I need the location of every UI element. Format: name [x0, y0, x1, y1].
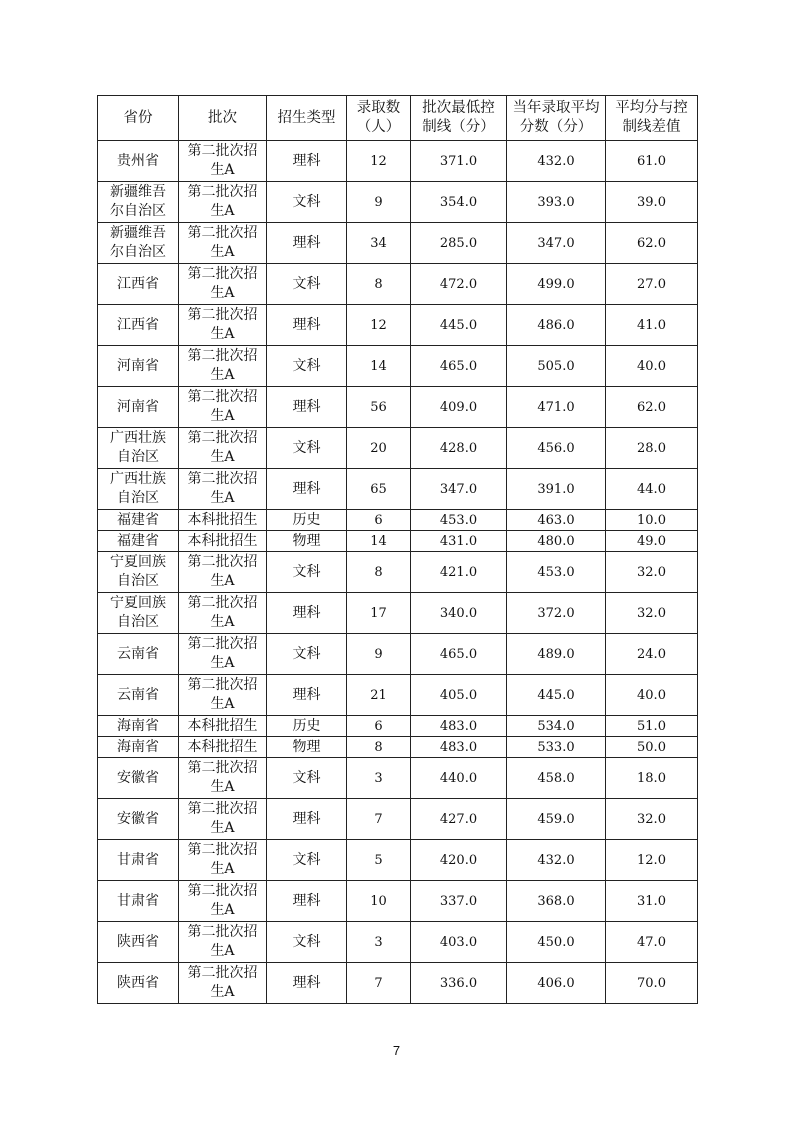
table-row — [98, 387, 698, 428]
table-row — [98, 223, 698, 264]
cell-batch — [179, 840, 267, 881]
cell-batch — [179, 963, 267, 1004]
cell-count: 56 — [347, 387, 411, 428]
table-row — [98, 141, 698, 182]
cell-avg-score: 450.0 — [507, 922, 606, 963]
cell-batch-line: 生A — [210, 490, 235, 506]
cell-type: 理科 — [267, 593, 347, 634]
cell-diff: 47.0 — [606, 922, 698, 963]
cell-diff: 61.0 — [606, 141, 698, 182]
cell-count: 7 — [347, 799, 411, 840]
table-row — [98, 675, 698, 716]
cell-batch-line: 第二批次招 — [187, 801, 258, 817]
cell-province-line: 安徽省 — [117, 810, 159, 827]
cell-province — [98, 881, 179, 922]
cell-batch — [179, 305, 267, 346]
cell-province — [98, 716, 179, 737]
cell-batch-line: 生A — [210, 943, 235, 959]
cell-batch — [179, 758, 267, 799]
cell-province — [98, 182, 179, 223]
cell-avg-score: 432.0 — [507, 141, 606, 182]
cell-count: 10 — [347, 881, 411, 922]
cell-avg-score: 533.0 — [507, 737, 606, 758]
cell-min-line: 465.0 — [411, 346, 507, 387]
cell-diff: 24.0 — [606, 634, 698, 675]
cell-type: 理科 — [267, 305, 347, 346]
cell-min-line: 445.0 — [411, 305, 507, 346]
table-row — [98, 552, 698, 593]
cell-province-line: 宁夏回族 — [110, 554, 166, 570]
cell-province-line: 福建省 — [117, 511, 159, 528]
cell-province — [98, 428, 179, 469]
cell-avg-score: 471.0 — [507, 387, 606, 428]
table-row — [98, 758, 698, 799]
cell-avg-score: 463.0 — [507, 510, 606, 531]
page-number: 7 — [392, 1043, 401, 1058]
cell-type: 理科 — [267, 799, 347, 840]
header-count-line: 录取数 — [356, 100, 401, 116]
cell-batch-line: 第二批次招 — [187, 965, 258, 981]
cell-batch-line: 生A — [210, 285, 235, 301]
cell-province-line: 广西壮族 — [110, 430, 166, 446]
header-type — [267, 96, 347, 141]
cell-province-line: 河南省 — [117, 357, 159, 374]
cell-avg-score: 458.0 — [507, 758, 606, 799]
cell-batch — [179, 799, 267, 840]
cell-province-line: 福建省 — [117, 532, 159, 549]
cell-batch — [179, 428, 267, 469]
cell-batch — [179, 387, 267, 428]
cell-avg-score: 456.0 — [507, 428, 606, 469]
cell-min-line: 440.0 — [411, 758, 507, 799]
cell-province — [98, 264, 179, 305]
cell-batch-line: 生A — [210, 449, 235, 465]
cell-min-line: 421.0 — [411, 552, 507, 593]
cell-diff: 12.0 — [606, 840, 698, 881]
cell-province-line: 安徽省 — [117, 769, 159, 786]
cell-batch — [179, 737, 267, 758]
header-avg-score-line: 分数（分） — [519, 119, 593, 135]
cell-count: 8 — [347, 264, 411, 305]
cell-diff: 62.0 — [606, 223, 698, 264]
cell-avg-score: 372.0 — [507, 593, 606, 634]
cell-count: 5 — [347, 840, 411, 881]
cell-batch-line: 本科批招生 — [187, 717, 258, 734]
cell-type: 理科 — [267, 675, 347, 716]
cell-count: 20 — [347, 428, 411, 469]
cell-count: 14 — [347, 531, 411, 552]
cell-count: 9 — [347, 634, 411, 675]
cell-type: 理科 — [267, 387, 347, 428]
cell-batch-line: 生A — [210, 861, 235, 877]
cell-count: 6 — [347, 716, 411, 737]
cell-batch-line: 本科批招生 — [187, 738, 258, 755]
cell-avg-score: 499.0 — [507, 264, 606, 305]
cell-diff: 27.0 — [606, 264, 698, 305]
cell-count: 6 — [347, 510, 411, 531]
cell-diff: 32.0 — [606, 552, 698, 593]
cell-batch-line: 生A — [210, 655, 235, 671]
cell-province-line: 宁夏回族 — [110, 595, 166, 611]
cell-province-line: 尔自治区 — [110, 244, 166, 260]
cell-min-line: 354.0 — [411, 182, 507, 223]
cell-count: 21 — [347, 675, 411, 716]
header-diff-line: 平均分与控 — [615, 100, 688, 116]
cell-avg-score: 445.0 — [507, 675, 606, 716]
cell-batch — [179, 593, 267, 634]
cell-type: 理科 — [267, 881, 347, 922]
cell-batch-line: 生A — [210, 614, 235, 630]
table-row — [98, 428, 698, 469]
cell-avg-score: 505.0 — [507, 346, 606, 387]
cell-avg-score: 459.0 — [507, 799, 606, 840]
table-row — [98, 264, 698, 305]
cell-diff: 44.0 — [606, 469, 698, 510]
cell-province-line: 自治区 — [117, 449, 159, 465]
cell-province-line: 海南省 — [117, 717, 159, 734]
cell-batch-line: 第二批次招 — [187, 842, 258, 858]
cell-batch-line: 生A — [210, 573, 235, 589]
cell-min-line: 340.0 — [411, 593, 507, 634]
cell-avg-score: 391.0 — [507, 469, 606, 510]
header-batch-line: 批次 — [208, 109, 237, 126]
cell-type: 文科 — [267, 634, 347, 675]
cell-diff: 70.0 — [606, 963, 698, 1004]
cell-province-line: 海南省 — [117, 738, 159, 755]
cell-batch — [179, 182, 267, 223]
cell-count: 9 — [347, 182, 411, 223]
cell-province-line: 甘肃省 — [117, 851, 159, 868]
header-min-line-line: 制线（分） — [422, 119, 495, 135]
cell-batch-line: 第二批次招 — [187, 883, 258, 899]
cell-count: 12 — [347, 141, 411, 182]
table-row — [98, 634, 698, 675]
cell-batch-line: 第二批次招 — [187, 471, 258, 487]
cell-batch-line: 本科批招生 — [187, 532, 258, 549]
cell-count: 12 — [347, 305, 411, 346]
cell-batch-line: 生A — [210, 820, 235, 836]
cell-avg-score: 393.0 — [507, 182, 606, 223]
cell-province — [98, 223, 179, 264]
cell-diff: 62.0 — [606, 387, 698, 428]
cell-batch — [179, 922, 267, 963]
cell-count: 8 — [347, 737, 411, 758]
cell-province-line: 河南省 — [117, 398, 159, 415]
table-row — [98, 593, 698, 634]
table-row — [98, 531, 698, 552]
cell-province — [98, 387, 179, 428]
cell-province — [98, 737, 179, 758]
cell-min-line: 483.0 — [411, 716, 507, 737]
cell-count: 7 — [347, 963, 411, 1004]
cell-min-line: 428.0 — [411, 428, 507, 469]
cell-type: 物理 — [267, 737, 347, 758]
cell-batch-line: 生A — [210, 696, 235, 712]
cell-type: 文科 — [267, 758, 347, 799]
header-avg-score-line: 当年录取平均 — [512, 100, 600, 116]
cell-type: 历史 — [267, 716, 347, 737]
cell-batch-line: 第二批次招 — [187, 266, 258, 282]
cell-province — [98, 593, 179, 634]
cell-batch-line: 生A — [210, 367, 235, 383]
cell-province — [98, 840, 179, 881]
cell-type: 历史 — [267, 510, 347, 531]
cell-batch-line: 第二批次招 — [187, 636, 258, 652]
cell-min-line: 347.0 — [411, 469, 507, 510]
cell-province — [98, 758, 179, 799]
table-row — [98, 305, 698, 346]
table-row — [98, 963, 698, 1004]
cell-province-line: 自治区 — [117, 614, 159, 630]
table-row — [98, 469, 698, 510]
cell-province-line: 江西省 — [117, 275, 159, 292]
cell-type: 文科 — [267, 182, 347, 223]
cell-batch-line: 生A — [210, 902, 235, 918]
cell-avg-score: 368.0 — [507, 881, 606, 922]
cell-batch-line: 生A — [210, 203, 235, 219]
cell-min-line: 420.0 — [411, 840, 507, 881]
cell-batch-line: 第二批次招 — [187, 389, 258, 405]
header-province-line: 省份 — [123, 109, 153, 126]
cell-min-line: 427.0 — [411, 799, 507, 840]
header-count-line: （人） — [356, 119, 401, 135]
cell-min-line: 483.0 — [411, 737, 507, 758]
cell-batch-line: 第二批次招 — [187, 307, 258, 323]
cell-batch — [179, 469, 267, 510]
cell-batch-line: 第二批次招 — [187, 143, 258, 159]
cell-province — [98, 675, 179, 716]
cell-batch — [179, 223, 267, 264]
cell-province-line: 自治区 — [117, 490, 159, 506]
cell-batch-line: 本科批招生 — [187, 511, 258, 528]
table-row — [98, 346, 698, 387]
cell-batch-line: 生A — [210, 779, 235, 795]
cell-type: 文科 — [267, 264, 347, 305]
cell-province-line: 云南省 — [117, 645, 159, 662]
table-row — [98, 922, 698, 963]
cell-batch-line: 第二批次招 — [187, 677, 258, 693]
cell-province-line: 云南省 — [117, 686, 159, 703]
cell-diff: 32.0 — [606, 593, 698, 634]
header-min-line-line: 批次最低控 — [422, 100, 495, 116]
table-row — [98, 737, 698, 758]
cell-province-line: 新疆维吾 — [110, 225, 166, 241]
cell-min-line: 403.0 — [411, 922, 507, 963]
cell-batch-line: 生A — [210, 326, 235, 342]
table-header-row — [98, 96, 698, 141]
cell-avg-score: 480.0 — [507, 531, 606, 552]
cell-province — [98, 963, 179, 1004]
cell-type: 文科 — [267, 552, 347, 593]
cell-province-line: 甘肃省 — [117, 892, 159, 909]
cell-type: 文科 — [267, 922, 347, 963]
table-row — [98, 840, 698, 881]
cell-avg-score: 432.0 — [507, 840, 606, 881]
cell-province-line: 自治区 — [117, 573, 159, 589]
cell-min-line: 337.0 — [411, 881, 507, 922]
cell-province-line: 广西壮族 — [110, 471, 166, 487]
cell-min-line: 405.0 — [411, 675, 507, 716]
cell-batch — [179, 510, 267, 531]
cell-avg-score: 406.0 — [507, 963, 606, 1004]
cell-province — [98, 799, 179, 840]
header-diff-line: 制线差值 — [622, 119, 681, 135]
cell-min-line: 431.0 — [411, 531, 507, 552]
cell-diff: 32.0 — [606, 799, 698, 840]
cell-batch — [179, 634, 267, 675]
cell-diff: 41.0 — [606, 305, 698, 346]
cell-diff: 50.0 — [606, 737, 698, 758]
cell-batch-line: 第二批次招 — [187, 430, 258, 446]
cell-province-line: 江西省 — [117, 316, 159, 333]
cell-diff: 51.0 — [606, 716, 698, 737]
cell-type: 理科 — [267, 223, 347, 264]
cell-type: 理科 — [267, 963, 347, 1004]
cell-province — [98, 922, 179, 963]
cell-batch-line: 生A — [210, 408, 235, 424]
cell-count: 3 — [347, 922, 411, 963]
cell-province — [98, 305, 179, 346]
table-row — [98, 182, 698, 223]
cell-batch — [179, 531, 267, 552]
cell-avg-score: 489.0 — [507, 634, 606, 675]
cell-min-line: 336.0 — [411, 963, 507, 1004]
cell-diff: 39.0 — [606, 182, 698, 223]
cell-batch-line: 第二批次招 — [187, 760, 258, 776]
admission-table-container — [97, 95, 697, 1004]
header-batch — [179, 96, 267, 141]
header-min-line — [411, 96, 507, 141]
header-type-line: 招生类型 — [277, 109, 336, 126]
cell-count: 65 — [347, 469, 411, 510]
cell-diff: 31.0 — [606, 881, 698, 922]
cell-province — [98, 634, 179, 675]
cell-batch-line: 生A — [210, 984, 235, 1000]
cell-province-line: 新疆维吾 — [110, 184, 166, 200]
cell-diff: 28.0 — [606, 428, 698, 469]
cell-province-line: 尔自治区 — [110, 203, 166, 219]
cell-type: 文科 — [267, 428, 347, 469]
cell-province — [98, 510, 179, 531]
cell-type: 物理 — [267, 531, 347, 552]
cell-batch-line: 第二批次招 — [187, 924, 258, 940]
cell-batch-line: 生A — [210, 244, 235, 260]
cell-batch-line: 第二批次招 — [187, 554, 258, 570]
cell-count: 14 — [347, 346, 411, 387]
table-body — [98, 141, 698, 1004]
cell-province — [98, 552, 179, 593]
cell-type: 理科 — [267, 141, 347, 182]
cell-count: 17 — [347, 593, 411, 634]
table-row — [98, 716, 698, 737]
cell-min-line: 472.0 — [411, 264, 507, 305]
table-row — [98, 510, 698, 531]
cell-batch — [179, 675, 267, 716]
cell-avg-score: 347.0 — [507, 223, 606, 264]
cell-count: 3 — [347, 758, 411, 799]
cell-min-line: 371.0 — [411, 141, 507, 182]
cell-diff: 40.0 — [606, 346, 698, 387]
cell-count: 8 — [347, 552, 411, 593]
admission-scores-table — [97, 95, 698, 1004]
cell-province — [98, 531, 179, 552]
table-row — [98, 881, 698, 922]
table-row — [98, 799, 698, 840]
cell-min-line: 285.0 — [411, 223, 507, 264]
cell-province-line: 贵州省 — [117, 152, 159, 169]
cell-batch — [179, 552, 267, 593]
cell-batch — [179, 716, 267, 737]
cell-avg-score: 486.0 — [507, 305, 606, 346]
cell-province — [98, 469, 179, 510]
cell-diff: 49.0 — [606, 531, 698, 552]
cell-batch-line: 第二批次招 — [187, 225, 258, 241]
cell-province — [98, 141, 179, 182]
cell-batch — [179, 881, 267, 922]
cell-batch-line: 生A — [210, 162, 235, 178]
cell-avg-score: 534.0 — [507, 716, 606, 737]
cell-province-line: 陕西省 — [117, 933, 159, 950]
cell-count: 34 — [347, 223, 411, 264]
cell-type: 文科 — [267, 346, 347, 387]
cell-batch-line: 第二批次招 — [187, 184, 258, 200]
cell-min-line: 453.0 — [411, 510, 507, 531]
cell-min-line: 409.0 — [411, 387, 507, 428]
header-avg-score — [507, 96, 606, 141]
cell-min-line: 465.0 — [411, 634, 507, 675]
cell-diff: 10.0 — [606, 510, 698, 531]
cell-batch-line: 第二批次招 — [187, 595, 258, 611]
cell-province-line: 陕西省 — [117, 974, 159, 991]
cell-diff: 18.0 — [606, 758, 698, 799]
cell-diff: 40.0 — [606, 675, 698, 716]
cell-batch — [179, 346, 267, 387]
header-count — [347, 96, 411, 141]
cell-avg-score: 453.0 — [507, 552, 606, 593]
cell-type: 理科 — [267, 469, 347, 510]
header-province — [98, 96, 179, 141]
cell-type: 文科 — [267, 840, 347, 881]
cell-batch — [179, 141, 267, 182]
cell-province — [98, 346, 179, 387]
cell-batch — [179, 264, 267, 305]
header-diff — [606, 96, 698, 141]
cell-batch-line: 第二批次招 — [187, 348, 258, 364]
